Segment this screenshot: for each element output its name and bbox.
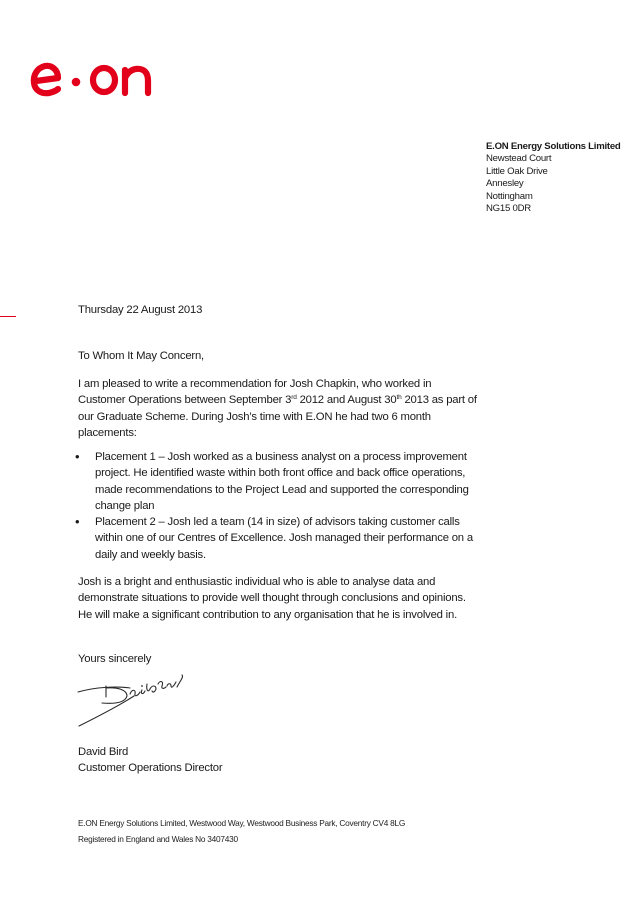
intro-text-3: 2013 as part of our Graduate Scheme. During Josh’s time with E.ON he had two 6 month placements: (78, 394, 477, 439)
signature (76, 672, 188, 730)
closing: Yours sincerely (78, 653, 152, 665)
intro-text-2: 2012 and August 30 (296, 394, 397, 407)
summary-paragraph: Josh is a bright and enthusiastic individual who is able to analyse data and demonstrate situations to provide well thought through conclusions and opinions. He will make a significant contribution to any organisation that he is involved in. (78, 576, 466, 621)
list-item: • Placement 1 – Josh worked as a business analyst on a process improvement project. He identified waste within both front office and back office operations, made recommendations to the Project Lead and supported the corresponding change plan (78, 449, 478, 514)
list-item: • Placement 2 – Josh led a team (14 in size) of advisors taking customer calls within one of our Centres of Excellence. Josh managed their performance on a daily and weekly basis. (78, 514, 478, 563)
address-line: Little Oak Drive (486, 165, 548, 177)
sender-address (486, 141, 621, 215)
address-line: Nottingham (486, 190, 533, 202)
salutation: To Whom It May Concern, (78, 350, 204, 362)
intro-text-1: I am pleased to write a recommendation for Josh Chapkin, who worked in Customer Operations between September 3 (78, 378, 432, 407)
signer-block (78, 744, 478, 777)
ordinal-suffix: rd (291, 394, 297, 402)
address-line: NG15 0DR (486, 203, 531, 215)
footer-address: E.ON Energy Solutions Limited, Westwood Way, Westwood Business Park, Coventry CV4 8LG (78, 818, 406, 828)
signer-name: David Bird (78, 746, 129, 758)
signer-title: Customer Operations Director (78, 762, 223, 775)
eon-logo (30, 58, 155, 100)
fold-mark (0, 316, 16, 317)
address-company: E.ON Energy Solutions Limited (486, 141, 621, 152)
address-line: Newstead Court (486, 153, 552, 165)
footer-registration: Registered in England and Wales No 3407430 (78, 834, 238, 844)
letter-date: Thursday 22 August 2013 (78, 304, 203, 316)
ordinal-suffix: th (396, 394, 402, 402)
address-line: Annesley (486, 178, 524, 190)
intro-paragraph (78, 376, 478, 441)
placements-list (78, 449, 478, 563)
